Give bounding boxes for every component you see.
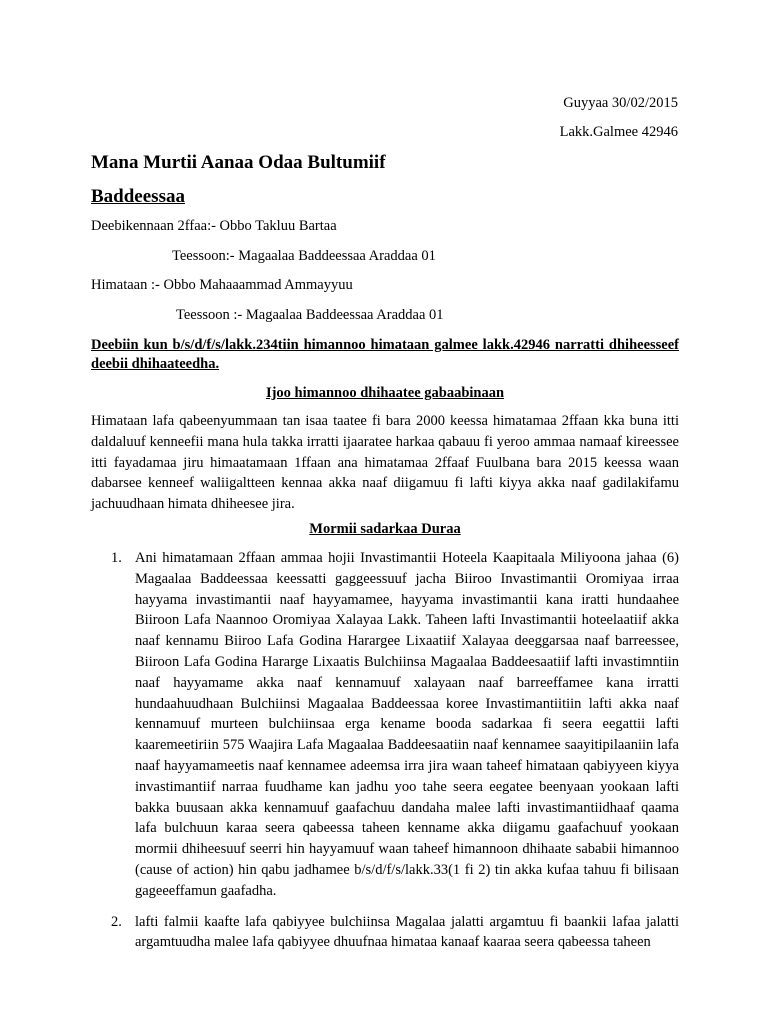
respondent-line: Deebikennaan 2ffaa:- Obbo Takluu Bartaa: [91, 218, 337, 234]
applicant-line: Himataan :- Obbo Mahaaammad Ammayyuu: [91, 277, 353, 293]
subject-line: Deebiin kun b/s/d/f/s/lakk.234tiin himannoo himataan galmee lakk.42946 narratti dhiheesseef deebii dhihaateedha.: [91, 337, 679, 372]
list-item: [91, 548, 679, 902]
list-item: [91, 912, 679, 954]
list-item-number: 1.: [111, 550, 122, 566]
file-number: Lakk.Galmee 42946: [559, 124, 678, 140]
applicant-address: Teessoon :- Magaalaa Baddeessaa Araddaa 01: [176, 307, 444, 323]
respondent-address: Teessoon:- Magaalaa Baddeessaa Araddaa 01: [172, 248, 436, 264]
objection-list: [91, 548, 679, 953]
list-item-number: 2.: [111, 913, 122, 930]
summary-paragraph: Himataan lafa qabeenyummaan tan isaa taatee fi bara 2000 keessa himatamaa 2ffaan kka buna itti daldaluuf kenneefii mana hula takka irratti ijaaratee harkaa qabauu fi yeroo ammaa namaaf kireessee itti fayadamaa jiru himaatamaan 1ffaan ana himatamaa 2ffaaf Fuulbana bara 2015 keessa waan dabarsee kenneef waliigaltteen kennaa akka naaf diigamuu fi lafti kiyya akka naaf gadilakifamu jachuudhaan himata dhiheesee jira.: [91, 413, 679, 513]
court-location: Baddeessaa: [91, 186, 185, 207]
court-name: Mana Murtii Aanaa Odaa Bultumiif: [91, 152, 386, 173]
section-heading-summary: Ijoo himannoo dhihaatee gabaabinaan: [265, 385, 505, 401]
list-item-text: lafti falmii kaafte lafa qabiyyee bulchiinsa Magalaa jalatti argamtuu fi baankii lafaa jalatti argamtuudha malee lafa qabiyyee dhuufnaa himataa kanaaf kaaraa seera qabeessa taheen: [135, 913, 679, 951]
section-heading-objections: Mormii sadarkaa Duraa: [309, 521, 461, 537]
document-date: Guyyaa 30/02/2015: [563, 95, 678, 111]
list-item-text: Ani himatamaan 2ffaan ammaa hojii Invastimantii Hoteela Kaapitaala Miliyoona jahaa (6) Magaalaa Baddeessaa keessatti gaggeessuuf jacha Biiroo Invastimantii Oromiyaa irraa hayyama invastimantii naaf hayyamamee, hayyama invastimantii kana iratti hundaahee Biiroon Lafa Naannoo Oromiyaa Xalayaa Lakk. Taheen lafti Invastimantii hoteelaatiif akka naaf kennamu Biiroo Lafa Godina Harargee Lixaatiif Xalayaa deeggarsaa naaf barreessee, Biiroon Lafa Godina Hararge Lixaatis Bulchiinsa Magaalaa Baddeesaatiif lafti invastimntiin naaf hayyamame akka naaf kennamuuf xalayaan naaf barreeffamee kana irratti hundaahuudhaan Bulchiinsi Magaalaa Baddeessaa koree Invastimantiitiin lafti akka naaf kennamuuf murteen bulchiinsaa erga kename booda sadarkaa fi seera eegattii lafti kaaremeetiriin 575 Waajira Lafa Magaalaa Baddeesaatiin naaf kennamee saayitipilaaniin lafa naaf hayyamameetis naaf kennamee adeemsa irra jira waan taheef himataan qabiyyeen kiyya invastimantiif narraa fuudhame kan jadhu yoo tahe seera eegatee beenyaan yookaan lafti bakka buusaan akka kennamuuf gaafachuu dandaha malee lafti invastimantiidhaaf qaama lafa bulchuun karaa seera qabeessa taheen kenname akka diigamu gaafachuuf yookaan mormii dhiheesuuf seerri hin hayyamuuf waan taheef himannoon dhihaate sababii himannoo (cause of action) hin qabu jadhamee b/s/d/f/s/lakk.33(1 fi 2) tin akka kufaa tahuu fi bilisaan gageeeffamun gaafadha.: [135, 550, 679, 899]
